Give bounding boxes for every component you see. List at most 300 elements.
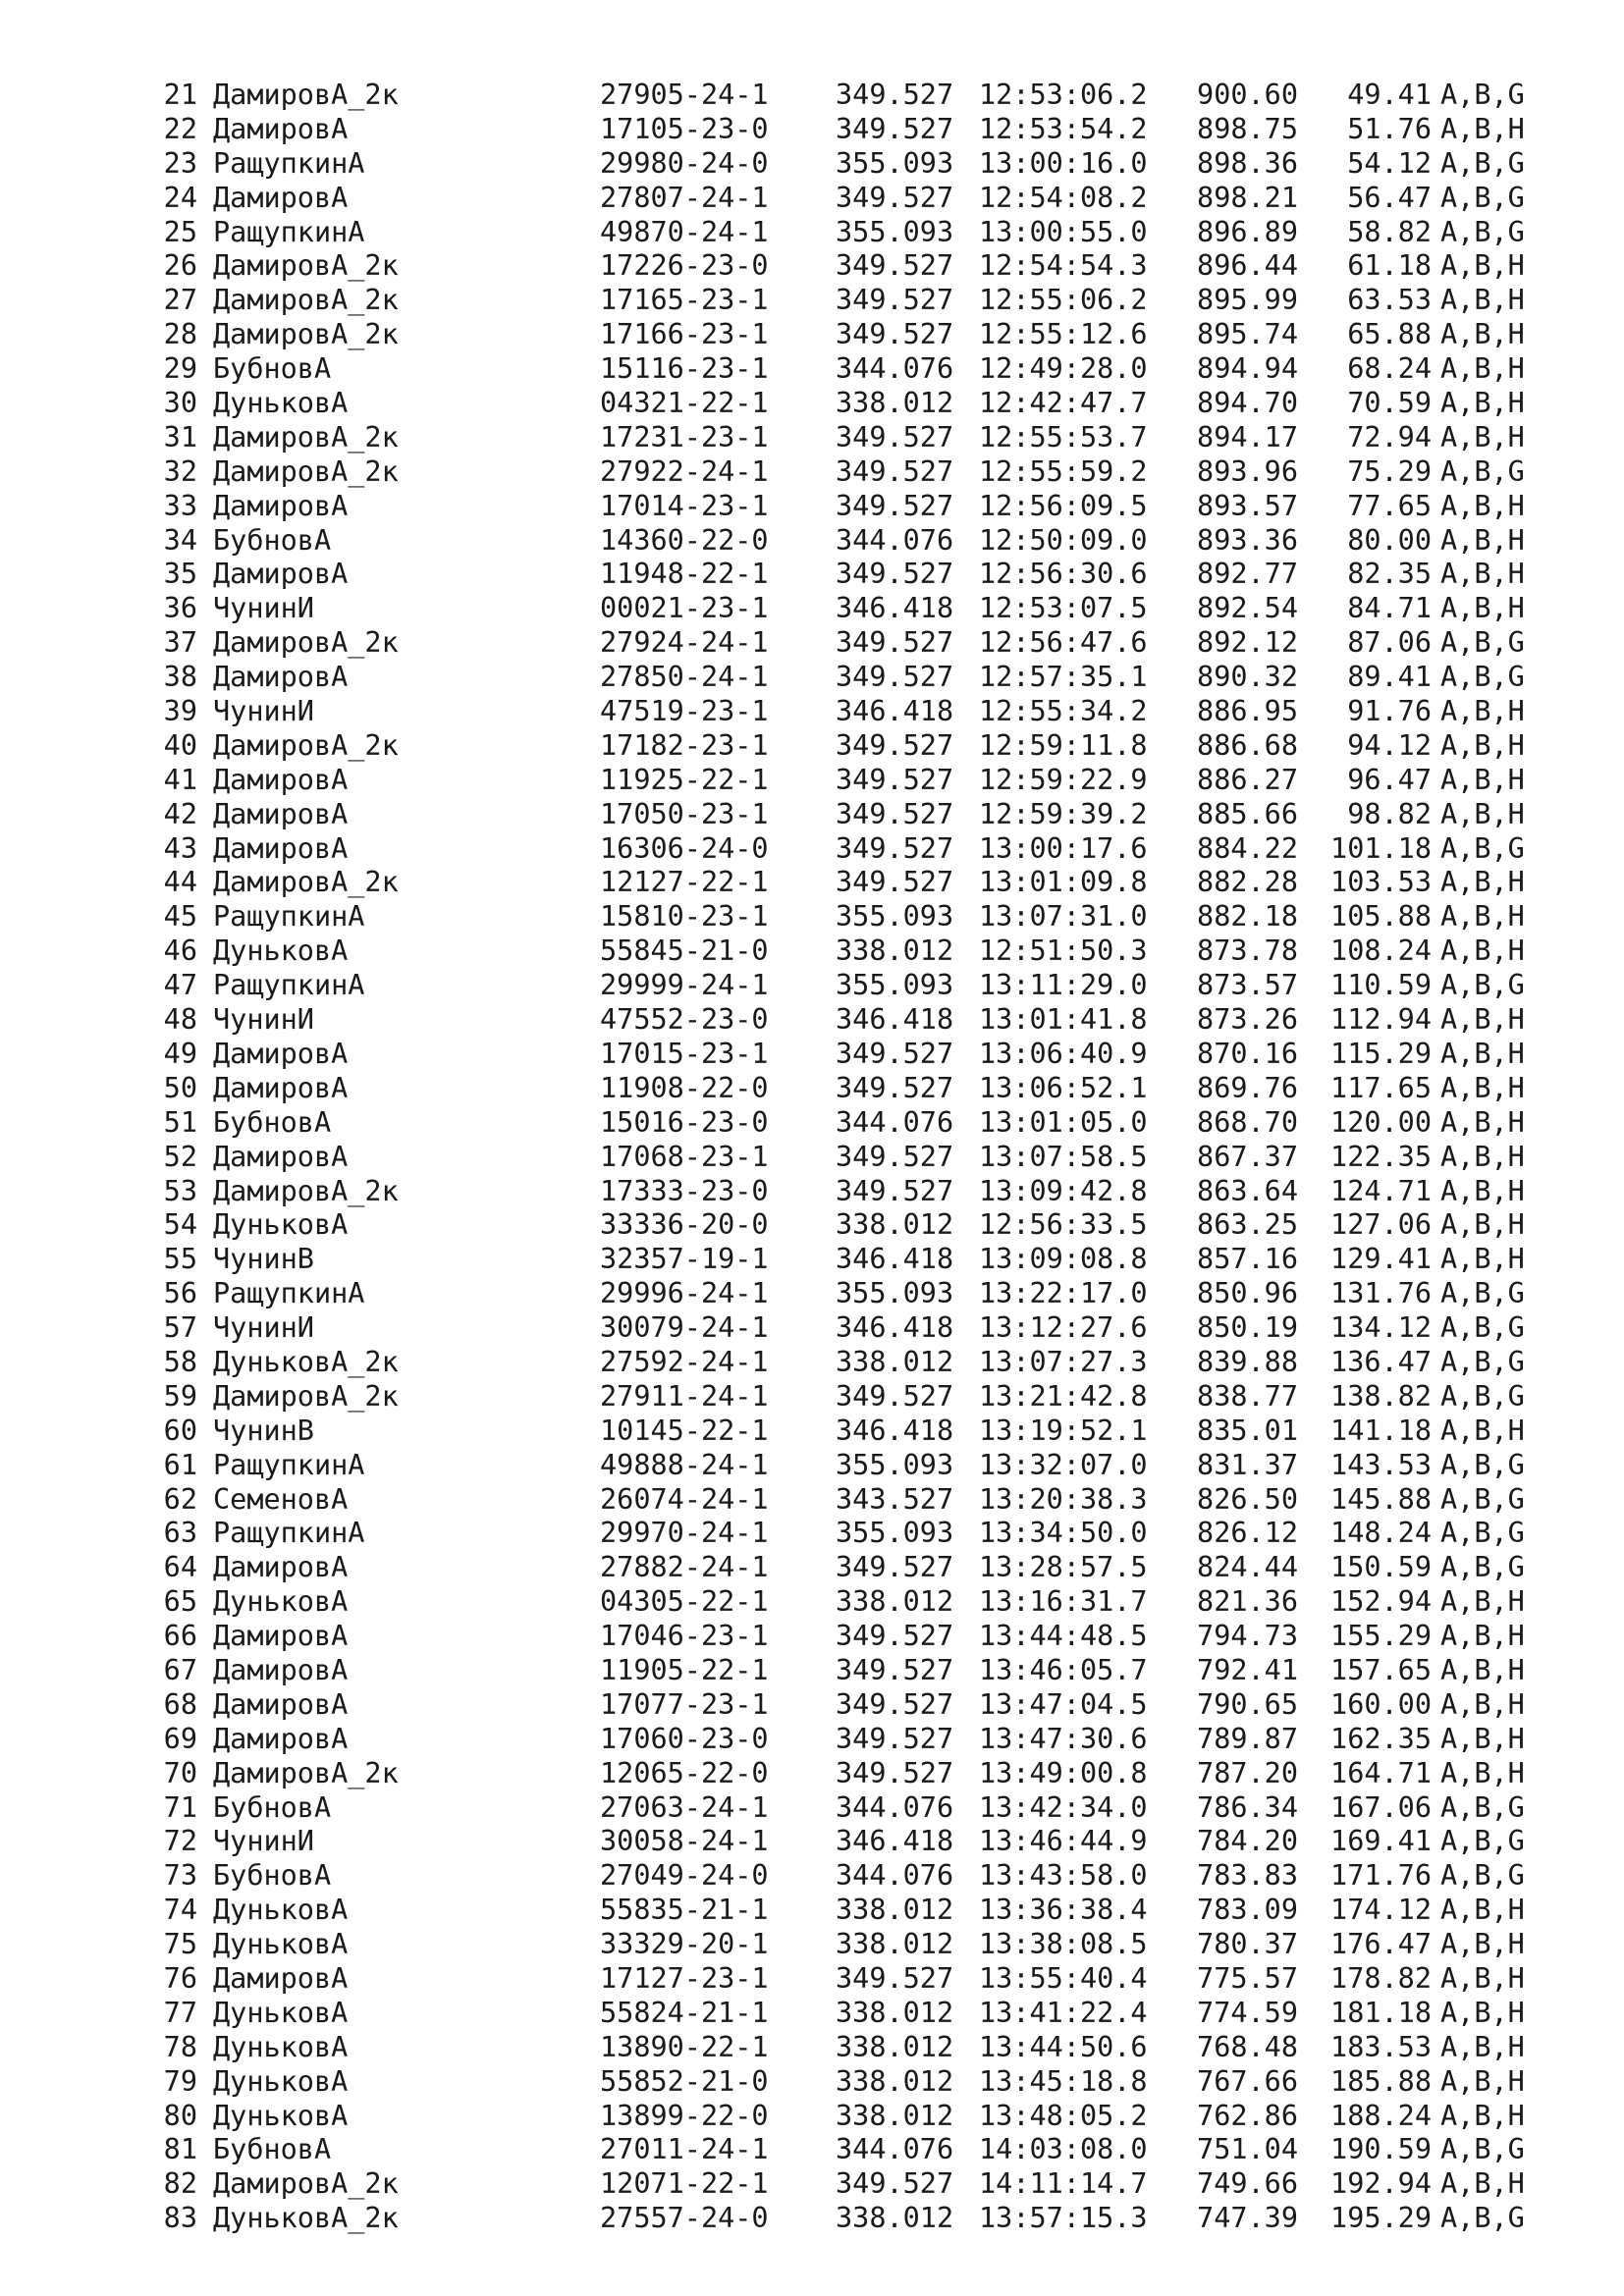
participant-name: ДамировА_2к (213, 318, 399, 351)
class-codes: A,B,G (1440, 661, 1525, 694)
table-row (162, 2031, 1556, 2065)
speed-value: 826.12 (1197, 1517, 1298, 1550)
row-number: 74 (163, 1894, 197, 1927)
ring-id: 17127-23-1 (600, 1961, 769, 1995)
ring-id: 15810-23-1 (600, 900, 769, 934)
row-number: 31 (163, 420, 197, 454)
row-number: 77 (163, 1996, 197, 2029)
ring-id: 49870-24-1 (600, 215, 769, 248)
results-table (162, 79, 1556, 2236)
coefficient-value: 56.47 (1347, 181, 1432, 214)
arrival-time: 13:00:16.0 (979, 146, 1148, 180)
table-row (162, 1449, 1556, 1483)
ring-id: 17226-23-0 (600, 249, 769, 283)
table-row (162, 934, 1556, 969)
speed-value: 873.78 (1197, 934, 1298, 968)
table-row (162, 1346, 1556, 1380)
participant-name: ДамировА_2к (213, 728, 399, 762)
row-number: 83 (163, 2202, 197, 2235)
ring-id: 17015-23-1 (600, 1037, 769, 1070)
row-number: 43 (163, 831, 197, 865)
coefficient-value: 148.24 (1330, 1517, 1432, 1550)
row-number: 66 (163, 1620, 197, 1653)
class-codes: A,B,H (1440, 1003, 1525, 1037)
distance-value: 349.527 (836, 1620, 954, 1653)
ring-id: 33329-20-1 (600, 1928, 769, 1961)
class-codes: A,B,G (1440, 1859, 1525, 1893)
distance-value: 355.093 (836, 1517, 954, 1550)
participant-name: ДуньковА_2к (213, 1345, 399, 1378)
row-number: 47 (163, 969, 197, 1002)
distance-value: 349.527 (836, 661, 954, 694)
distance-value: 344.076 (836, 2133, 954, 2166)
arrival-time: 13:28:57.5 (979, 1551, 1148, 1584)
speed-value: 762.86 (1197, 2099, 1298, 2132)
arrival-time: 13:55:40.4 (979, 1961, 1148, 1995)
row-number: 37 (163, 626, 197, 660)
speed-value: 892.77 (1197, 558, 1298, 591)
row-number: 56 (163, 1277, 197, 1310)
coefficient-value: 96.47 (1347, 763, 1432, 796)
participant-name: РащупкинА (213, 969, 365, 1002)
class-codes: A,B,H (1440, 1620, 1525, 1653)
arrival-time: 12:53:07.5 (979, 592, 1148, 625)
class-codes: A,B,H (1440, 420, 1525, 454)
arrival-time: 13:09:42.8 (979, 1174, 1148, 1207)
arrival-time: 14:03:08.0 (979, 2133, 1148, 2166)
distance-value: 343.527 (836, 1482, 954, 1516)
participant-name: ДуньковА (213, 2030, 349, 2063)
distance-value: 338.012 (836, 1996, 954, 2029)
speed-value: 789.87 (1197, 1722, 1298, 1755)
row-number: 30 (163, 387, 197, 420)
participant-name: ДуньковА (213, 2064, 349, 2098)
ring-id: 17182-23-1 (600, 728, 769, 762)
table-row (162, 421, 1556, 455)
coefficient-value: 61.18 (1347, 249, 1432, 283)
ring-id: 27850-24-1 (600, 661, 769, 694)
arrival-time: 12:56:33.5 (979, 1208, 1148, 1242)
arrival-time: 12:56:47.6 (979, 626, 1148, 660)
ring-id: 47552-23-0 (600, 1003, 769, 1037)
distance-value: 344.076 (836, 1859, 954, 1893)
participant-name: БубновА (213, 352, 332, 386)
ring-id: 13890-22-1 (600, 2030, 769, 2063)
distance-value: 346.418 (836, 1825, 954, 1858)
speed-value: 890.32 (1197, 661, 1298, 694)
participant-name: ДамировА (213, 112, 349, 145)
coefficient-value: 195.29 (1330, 2202, 1432, 2235)
class-codes: A,B,H (1440, 900, 1525, 934)
row-number: 59 (163, 1379, 197, 1413)
class-codes: A,B,G (1440, 1345, 1525, 1378)
participant-name: ЧунинИ (213, 1003, 314, 1037)
speed-value: 794.73 (1197, 1620, 1298, 1653)
arrival-time: 13:16:31.7 (979, 1585, 1148, 1619)
participant-name: ДуньковА (213, 2099, 349, 2132)
participant-name: ДамировА (213, 1653, 349, 1686)
coefficient-value: 80.00 (1347, 523, 1432, 557)
participant-name: ЧунинВ (213, 1243, 314, 1276)
arrival-time: 12:50:09.0 (979, 523, 1148, 557)
class-codes: A,B,H (1440, 284, 1525, 317)
speed-value: 898.21 (1197, 181, 1298, 214)
participant-name: БубновА (213, 523, 332, 557)
coefficient-value: 169.41 (1330, 1825, 1432, 1858)
coefficient-value: 108.24 (1330, 934, 1432, 968)
row-number: 64 (163, 1551, 197, 1584)
table-row (162, 798, 1556, 832)
speed-value: 894.94 (1197, 352, 1298, 386)
speed-value: 768.48 (1197, 2030, 1298, 2063)
distance-value: 349.527 (836, 1687, 954, 1721)
coefficient-value: 164.71 (1330, 1756, 1432, 1789)
participant-name: СеменовА (213, 1482, 349, 1516)
class-codes: A,B,H (1440, 1894, 1525, 1927)
speed-value: 863.25 (1197, 1208, 1298, 1242)
ring-id: 29970-24-1 (600, 1517, 769, 1550)
distance-value: 349.527 (836, 797, 954, 830)
arrival-time: 12:55:06.2 (979, 284, 1148, 317)
row-number: 73 (163, 1859, 197, 1893)
coefficient-value: 143.53 (1330, 1448, 1432, 1481)
table-row (162, 1277, 1556, 1311)
table-row (162, 1175, 1556, 1209)
coefficient-value: 190.59 (1330, 2133, 1432, 2166)
coefficient-value: 155.29 (1330, 1620, 1432, 1653)
speed-value: 826.50 (1197, 1482, 1298, 1516)
speed-value: 873.26 (1197, 1003, 1298, 1037)
speed-value: 898.75 (1197, 112, 1298, 145)
participant-name: ДамировА (213, 1140, 349, 1173)
class-codes: A,B,G (1440, 2133, 1525, 2166)
participant-name: ДамировА (213, 1687, 349, 1721)
row-number: 23 (163, 146, 197, 180)
table-row (162, 558, 1556, 592)
speed-value: 869.76 (1197, 1071, 1298, 1104)
class-codes: A,B,H (1440, 1140, 1525, 1173)
ring-id: 11925-22-1 (600, 763, 769, 796)
coefficient-value: 105.88 (1330, 900, 1432, 934)
coefficient-value: 181.18 (1330, 1996, 1432, 2029)
distance-value: 355.093 (836, 215, 954, 248)
row-number: 71 (163, 1790, 197, 1824)
participant-name: ДамировА_2к (213, 79, 399, 111)
coefficient-value: 70.59 (1347, 387, 1432, 420)
distance-value: 344.076 (836, 1790, 954, 1824)
row-number: 70 (163, 1756, 197, 1789)
participant-name: ЧунинИ (213, 695, 314, 728)
table-row (162, 113, 1556, 147)
distance-value: 338.012 (836, 1208, 954, 1242)
participant-name: ДамировА (213, 1551, 349, 1584)
arrival-time: 12:59:11.8 (979, 728, 1148, 762)
row-number: 75 (163, 1928, 197, 1961)
ring-id: 17105-23-0 (600, 112, 769, 145)
arrival-time: 12:42:47.7 (979, 387, 1148, 420)
table-row (162, 490, 1556, 524)
coefficient-value: 115.29 (1330, 1037, 1432, 1070)
participant-name: РащупкинА (213, 1277, 365, 1310)
ring-id: 55824-21-1 (600, 1996, 769, 2029)
table-row (162, 249, 1556, 284)
class-codes: A,B,G (1440, 2202, 1525, 2235)
coefficient-value: 82.35 (1347, 558, 1432, 591)
table-row (162, 1380, 1556, 1415)
table-row (162, 318, 1556, 352)
arrival-time: 13:01:09.8 (979, 866, 1148, 899)
arrival-time: 13:36:38.4 (979, 1894, 1148, 1927)
class-codes: A,B,H (1440, 1928, 1525, 1961)
ring-id: 04321-22-1 (600, 387, 769, 420)
table-row (162, 1859, 1556, 1894)
arrival-time: 12:56:09.5 (979, 489, 1148, 522)
speed-value: 857.16 (1197, 1243, 1298, 1276)
speed-value: 893.57 (1197, 489, 1298, 522)
coefficient-value: 152.94 (1330, 1585, 1432, 1619)
ring-id: 10145-22-1 (600, 1414, 769, 1447)
ring-id: 11948-22-1 (600, 558, 769, 591)
coefficient-value: 138.82 (1330, 1379, 1432, 1413)
distance-value: 355.093 (836, 1448, 954, 1481)
row-number: 82 (163, 2167, 197, 2201)
table-row (162, 2100, 1556, 2134)
coefficient-value: 176.47 (1330, 1928, 1432, 1961)
ring-id: 29999-24-1 (600, 969, 769, 1002)
ring-id: 27592-24-1 (600, 1345, 769, 1378)
participant-name: ДамировА (213, 1071, 349, 1104)
ring-id: 17166-23-1 (600, 318, 769, 351)
speed-value: 749.66 (1197, 2167, 1298, 2201)
class-codes: A,B,G (1440, 626, 1525, 660)
speed-value: 886.27 (1197, 763, 1298, 796)
class-codes: A,B,H (1440, 352, 1525, 386)
row-number: 24 (163, 181, 197, 214)
participant-name: ДамировА (213, 558, 349, 591)
participant-name: ДамировА_2к (213, 454, 399, 488)
participant-name: ДамировА_2к (213, 284, 399, 317)
row-number: 55 (163, 1243, 197, 1276)
participant-name: ДамировА_2к (213, 1756, 399, 1789)
coefficient-value: 150.59 (1330, 1551, 1432, 1584)
row-number: 68 (163, 1687, 197, 1721)
class-codes: A,B,H (1440, 1037, 1525, 1070)
coefficient-value: 122.35 (1330, 1140, 1432, 1173)
distance-value: 346.418 (836, 1414, 954, 1447)
arrival-time: 12:53:06.2 (979, 79, 1148, 111)
table-row (162, 1825, 1556, 1859)
table-row (162, 1894, 1556, 1928)
coefficient-value: 160.00 (1330, 1687, 1432, 1721)
ring-id: 12071-22-1 (600, 2167, 769, 2201)
distance-value: 355.093 (836, 146, 954, 180)
table-row (162, 1654, 1556, 1688)
table-row (162, 1620, 1556, 1654)
arrival-time: 13:01:05.0 (979, 1105, 1148, 1139)
table-row (162, 1723, 1556, 1757)
class-codes: A,B,H (1440, 558, 1525, 591)
speed-value: 783.83 (1197, 1859, 1298, 1893)
ring-id: 12065-22-0 (600, 1756, 769, 1789)
table-row (162, 2065, 1556, 2100)
ring-id: 26074-24-1 (600, 1482, 769, 1516)
speed-value: 775.57 (1197, 1961, 1298, 1995)
ring-id: 17077-23-1 (600, 1687, 769, 1721)
participant-name: ДуньковА (213, 387, 349, 420)
arrival-time: 12:55:59.2 (979, 454, 1148, 488)
ring-id: 55845-21-0 (600, 934, 769, 968)
speed-value: 774.59 (1197, 1996, 1298, 2029)
class-codes: A,B,H (1440, 1071, 1525, 1104)
coefficient-value: 72.94 (1347, 420, 1432, 454)
table-row (162, 661, 1556, 695)
arrival-time: 12:54:08.2 (979, 181, 1148, 214)
class-codes: A,B,G (1440, 831, 1525, 865)
participant-name: РащупкинА (213, 1448, 365, 1481)
arrival-time: 13:46:44.9 (979, 1825, 1148, 1858)
distance-value: 349.527 (836, 866, 954, 899)
arrival-time: 13:12:27.6 (979, 1311, 1148, 1345)
class-codes: A,B,H (1440, 695, 1525, 728)
row-number: 42 (163, 797, 197, 830)
row-number: 25 (163, 215, 197, 248)
coefficient-value: 129.41 (1330, 1243, 1432, 1276)
arrival-time: 13:07:58.5 (979, 1140, 1148, 1173)
coefficient-value: 68.24 (1347, 352, 1432, 386)
ring-id: 17014-23-1 (600, 489, 769, 522)
class-codes: A,B,H (1440, 1585, 1525, 1619)
ring-id: 14360-22-0 (600, 523, 769, 557)
speed-value: 896.44 (1197, 249, 1298, 283)
coefficient-value: 87.06 (1347, 626, 1432, 660)
arrival-time: 12:57:35.1 (979, 661, 1148, 694)
row-number: 65 (163, 1585, 197, 1619)
coefficient-value: 174.12 (1330, 1894, 1432, 1927)
distance-value: 349.527 (836, 2167, 954, 2201)
row-number: 45 (163, 900, 197, 934)
speed-value: 787.20 (1197, 1756, 1298, 1789)
ring-id: 17231-23-1 (600, 420, 769, 454)
table-row (162, 832, 1556, 867)
speed-value: 824.44 (1197, 1551, 1298, 1584)
arrival-time: 13:34:50.0 (979, 1517, 1148, 1550)
arrival-time: 12:59:39.2 (979, 797, 1148, 830)
row-number: 62 (163, 1482, 197, 1516)
arrival-time: 13:07:31.0 (979, 900, 1148, 934)
speed-value: 884.22 (1197, 831, 1298, 865)
table-row (162, 1311, 1556, 1346)
row-number: 41 (163, 763, 197, 796)
coefficient-value: 84.71 (1347, 592, 1432, 625)
coefficient-value: 101.18 (1330, 831, 1432, 865)
speed-value: 898.36 (1197, 146, 1298, 180)
participant-name: РащупкинА (213, 215, 365, 248)
arrival-time: 13:49:00.8 (979, 1756, 1148, 1789)
coefficient-value: 178.82 (1330, 1961, 1432, 1995)
ring-id: 27011-24-1 (600, 2133, 769, 2166)
table-row (162, 1072, 1556, 1106)
class-codes: A,B,G (1440, 215, 1525, 248)
distance-value: 349.527 (836, 728, 954, 762)
coefficient-value: 124.71 (1330, 1174, 1432, 1207)
class-codes: A,B,H (1440, 1653, 1525, 1686)
speed-value: 868.70 (1197, 1105, 1298, 1139)
row-number: 35 (163, 558, 197, 591)
table-row (162, 1106, 1556, 1141)
arrival-time: 13:22:17.0 (979, 1277, 1148, 1310)
coefficient-value: 171.76 (1330, 1859, 1432, 1893)
ring-id: 15116-23-1 (600, 352, 769, 386)
ring-id: 27924-24-1 (600, 626, 769, 660)
class-codes: A,B,H (1440, 866, 1525, 899)
ring-id: 27049-24-0 (600, 1859, 769, 1893)
arrival-time: 13:44:50.6 (979, 2030, 1148, 2063)
row-number: 58 (163, 1345, 197, 1378)
distance-value: 349.527 (836, 626, 954, 660)
table-row (162, 695, 1556, 729)
participant-name: ДамировА (213, 489, 349, 522)
arrival-time: 13:11:29.0 (979, 969, 1148, 1002)
speed-value: 892.54 (1197, 592, 1298, 625)
participant-name: ДамировА (213, 1722, 349, 1755)
participant-name: ДамировА (213, 1620, 349, 1653)
row-number: 21 (163, 79, 197, 111)
arrival-time: 13:01:41.8 (979, 1003, 1148, 1037)
coefficient-value: 157.65 (1330, 1653, 1432, 1686)
row-number: 39 (163, 695, 197, 728)
arrival-time: 13:07:27.3 (979, 1345, 1148, 1378)
participant-name: ДуньковА (213, 1894, 349, 1927)
row-number: 51 (163, 1105, 197, 1139)
speed-value: 886.95 (1197, 695, 1298, 728)
speed-value: 767.66 (1197, 2064, 1298, 2098)
row-number: 22 (163, 112, 197, 145)
table-row (162, 182, 1556, 216)
coefficient-value: 117.65 (1330, 1071, 1432, 1104)
participant-name: БубновА (213, 2133, 332, 2166)
arrival-time: 13:06:40.9 (979, 1037, 1148, 1070)
distance-value: 346.418 (836, 1243, 954, 1276)
arrival-time: 13:19:52.1 (979, 1414, 1148, 1447)
arrival-time: 13:45:18.8 (979, 2064, 1148, 2098)
row-number: 50 (163, 1071, 197, 1104)
arrival-time: 12:56:30.6 (979, 558, 1148, 591)
class-codes: A,B,H (1440, 1243, 1525, 1276)
table-row (162, 1517, 1556, 1551)
table-row (162, 866, 1556, 900)
row-number: 32 (163, 454, 197, 488)
participant-name: ДамировА (213, 661, 349, 694)
distance-value: 349.527 (836, 1551, 954, 1584)
class-codes: A,B,G (1440, 1482, 1525, 1516)
row-number: 69 (163, 1722, 197, 1755)
arrival-time: 12:53:54.2 (979, 112, 1148, 145)
distance-value: 349.527 (836, 1756, 954, 1789)
row-number: 27 (163, 284, 197, 317)
class-codes: A,B,H (1440, 112, 1525, 145)
speed-value: 751.04 (1197, 2133, 1298, 2166)
coefficient-value: 145.88 (1330, 1482, 1432, 1516)
arrival-time: 13:38:08.5 (979, 1928, 1148, 1961)
row-number: 80 (163, 2099, 197, 2132)
distance-value: 344.076 (836, 352, 954, 386)
distance-value: 338.012 (836, 1928, 954, 1961)
speed-value: 780.37 (1197, 1928, 1298, 1961)
class-codes: A,B,G (1440, 146, 1525, 180)
coefficient-value: 188.24 (1330, 2099, 1432, 2132)
class-codes: A,B,G (1440, 969, 1525, 1002)
table-row (162, 1141, 1556, 1175)
